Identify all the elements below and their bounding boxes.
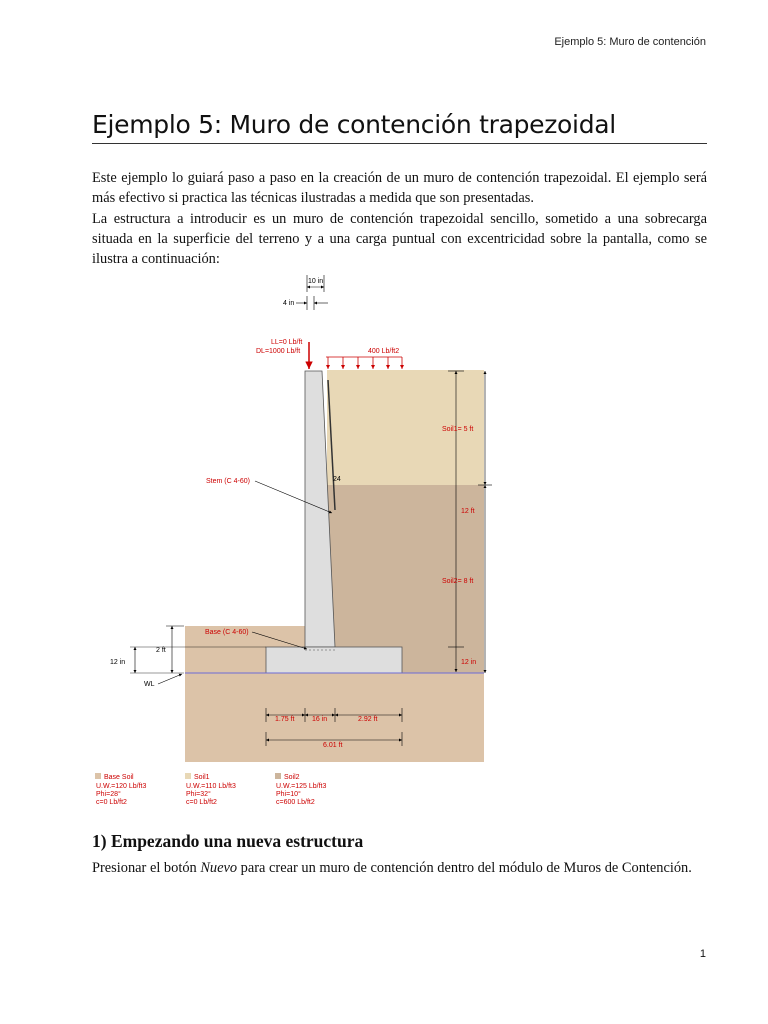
dim-top-width: 10 in bbox=[308, 278, 324, 285]
wall-base bbox=[266, 647, 402, 673]
soil2-height-label: Soil2= 8 ft bbox=[442, 578, 474, 585]
svg-text:c=0 Lb/ft2: c=0 Lb/ft2 bbox=[96, 799, 127, 806]
point-load-dl: DL=1000 Lb/ft bbox=[256, 348, 301, 355]
base-label: Base (C 4-60) bbox=[205, 629, 249, 636]
svg-text:U.W.=125 Lb/ft3: U.W.=125 Lb/ft3 bbox=[276, 783, 327, 790]
stem-base-label: 16 in bbox=[312, 716, 328, 723]
description-paragraph: La estructura a introducir es un muro de contención trapezoidal sencillo, sometido a una sobrecarga situada en la superficie del terreno y a una carga puntual con excentricidad sobre la pantalla, como se ilustra a continuación: bbox=[92, 211, 707, 267]
water-level-label: WL bbox=[144, 681, 155, 688]
page-number: 1 bbox=[699, 948, 706, 960]
total-height-label: 12 ft bbox=[461, 508, 475, 515]
svg-text:Phi=28°: Phi=28° bbox=[96, 791, 121, 798]
section-paragraph: Presionar el botón Nuevo para crear un muro de contención dentro del módulo de Muros de Contención. bbox=[92, 860, 692, 876]
svg-text:U.W.=110 Lb/ft3: U.W.=110 Lb/ft3 bbox=[186, 783, 236, 790]
svg-text:U.W.=120 Lb/ft3: U.W.=120 Lb/ft3 bbox=[96, 783, 147, 790]
stem-label: Stem (C 4-60) bbox=[206, 478, 250, 485]
svg-text:Phi=10°: Phi=10° bbox=[276, 791, 301, 798]
svg-text:Phi=32°: Phi=32° bbox=[186, 791, 211, 798]
page-title: Ejemplo 5: Muro de contención trapezoidal bbox=[92, 110, 707, 144]
soil1-height-label: Soil1= 5 ft bbox=[442, 426, 474, 433]
base-width-label: 6.01 ft bbox=[323, 742, 343, 749]
running-header: Ejemplo 5: Muro de contención bbox=[554, 36, 706, 48]
svg-text:Soil2: Soil2 bbox=[284, 774, 300, 781]
svg-text:c=0 Lb/ft2: c=0 Lb/ft2 bbox=[186, 799, 217, 806]
section-heading: 1) Empezando una nueva estructura bbox=[92, 831, 364, 851]
toe-label: 1.75 ft bbox=[275, 716, 295, 723]
front-soil-height-label: 2 ft bbox=[156, 647, 166, 654]
nuevo-emphasis: Nuevo bbox=[200, 860, 238, 876]
legend-soil2 bbox=[275, 773, 326, 806]
heel-label: 2.92 ft bbox=[358, 716, 378, 723]
dim-top-offset: 4 in bbox=[283, 300, 295, 307]
batter-label: 24 bbox=[333, 476, 341, 483]
legend-base-soil bbox=[95, 773, 146, 806]
retaining-wall-figure bbox=[92, 270, 492, 822]
point-load-ll: LL=0 Lb/ft bbox=[271, 339, 303, 346]
svg-text:Soil1: Soil1 bbox=[194, 774, 210, 781]
base-thickness-right: 12 in bbox=[461, 659, 477, 666]
intro-paragraph: Este ejemplo lo guiará paso a paso en la creación de un muro de contención trapezoidal. El ejemplo será más efectivo si practica las técnicas ilustradas a medida que son presentadas. bbox=[92, 170, 707, 206]
svg-text:Base Soil: Base Soil bbox=[104, 774, 134, 781]
legend-soil1 bbox=[185, 773, 236, 806]
base-thickness-left: 12 in bbox=[110, 659, 126, 666]
svg-text:c=600 Lb/ft2: c=600 Lb/ft2 bbox=[276, 799, 315, 806]
surcharge-label: 400 Lb/ft2 bbox=[368, 348, 400, 355]
